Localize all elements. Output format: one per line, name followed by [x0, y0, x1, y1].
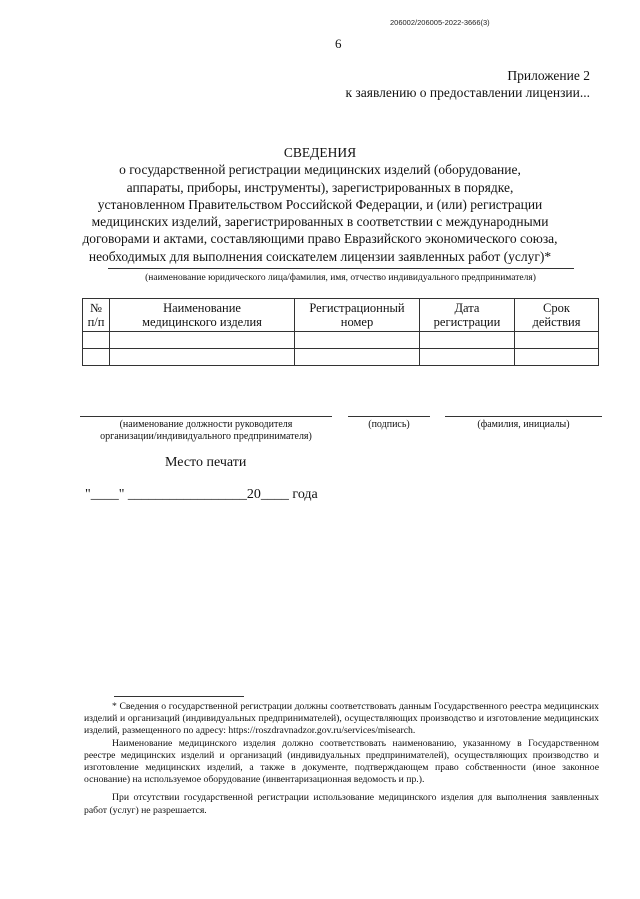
table-cell[interactable]	[83, 349, 110, 366]
table-cell[interactable]	[110, 332, 295, 349]
appendix-header	[340, 67, 590, 101]
org-name-caption: (наименование юридического лица/фамилия, имя, отчество индивидуального предпринимателя)	[145, 273, 536, 283]
position-line[interactable]	[80, 416, 332, 417]
title-line: о государственной регистрации медицинских изделий (оборудование,	[119, 162, 521, 178]
table-row	[83, 349, 599, 366]
title-line: аппараты, приборы, инструменты), зарегистрированных в порядке,	[126, 179, 514, 195]
date-line[interactable]: "____" _________________20____ года	[85, 487, 318, 502]
position-caption: (наименование должности руководителя организации/индивидуального предпринимателя)	[100, 419, 312, 442]
appendix-subtitle: к заявлению о предоставлении лицензии...	[345, 85, 590, 100]
footnote-paragraph: При отсутствии государственной регистрации использование медицинского изделия для выполнения заявленных работ (услуг) не разрешается.	[84, 792, 599, 816]
title-line: необходимых для выполнения соискателем лицензии заявленных работ (услуг)*	[88, 248, 552, 264]
footnote-paragraph: * Сведения о государственной регистрации должны соответствовать данным Государственного реестра медицинских изделий и организаций (индивидуальных предпринимателей), осуществляющих производство и изготовление медицинских изделий, размещенного по адресу: https://roszdravnadzor.gov.ru/services/misearch.	[84, 701, 599, 737]
appendix-title: Приложение 2	[507, 68, 590, 83]
table-cell[interactable]	[295, 349, 420, 366]
table-cell[interactable]	[515, 332, 599, 349]
title-line: медицинских изделий, зарегистрированных в соответствии с международными	[91, 214, 549, 230]
title-line: установленном Правительством Российской Федерации, и (или) регистрации	[97, 196, 543, 212]
column-header-reg-date: Дата регистрации	[420, 299, 515, 332]
title-heading: СВЕДЕНИЯ	[283, 145, 357, 160]
table-cell[interactable]	[515, 349, 599, 366]
medical-devices-table	[82, 298, 599, 366]
column-header-device-name: Наименование медицинского изделия	[110, 299, 295, 332]
page-number: 6	[335, 36, 342, 51]
stamp-label: Место печати	[165, 455, 247, 470]
column-header-validity: Срок действия	[515, 299, 599, 332]
table-cell[interactable]	[420, 349, 515, 366]
table-cell[interactable]	[295, 332, 420, 349]
column-header-reg-number: Регистрационный номер	[295, 299, 420, 332]
document-title	[60, 144, 580, 265]
table-header-row	[83, 299, 599, 332]
org-name-line[interactable]	[108, 268, 574, 269]
name-caption: (фамилия, инициалы)	[477, 419, 570, 430]
signature-caption: (подпись)	[368, 419, 410, 430]
name-line[interactable]	[445, 416, 602, 417]
table-row	[83, 332, 599, 349]
table-cell[interactable]	[420, 332, 515, 349]
signature-line[interactable]	[348, 416, 430, 417]
table-cell[interactable]	[83, 332, 110, 349]
table-cell[interactable]	[110, 349, 295, 366]
document-number: 206002/206005-2022-3666(3)	[390, 18, 490, 27]
footnote-paragraph: Наименование медицинского изделия должно соответствовать наименованию, указанному в Государственном реестре медицинских изделий и организаций (индивидуальных предпринимателей), осуществляющих производство и изготовление медицинских изделий, а также в документе, подтверждающем право собственности (иное законное основание) на используемое оборудование (инвентаризационная ведомость и пр.).	[84, 737, 599, 786]
title-line: договорами и актами, составляющими право Евразийского экономического союза,	[82, 231, 558, 247]
footnote-separator	[114, 696, 244, 697]
column-header-number: № п/п	[83, 299, 110, 332]
footnotes	[84, 701, 599, 817]
